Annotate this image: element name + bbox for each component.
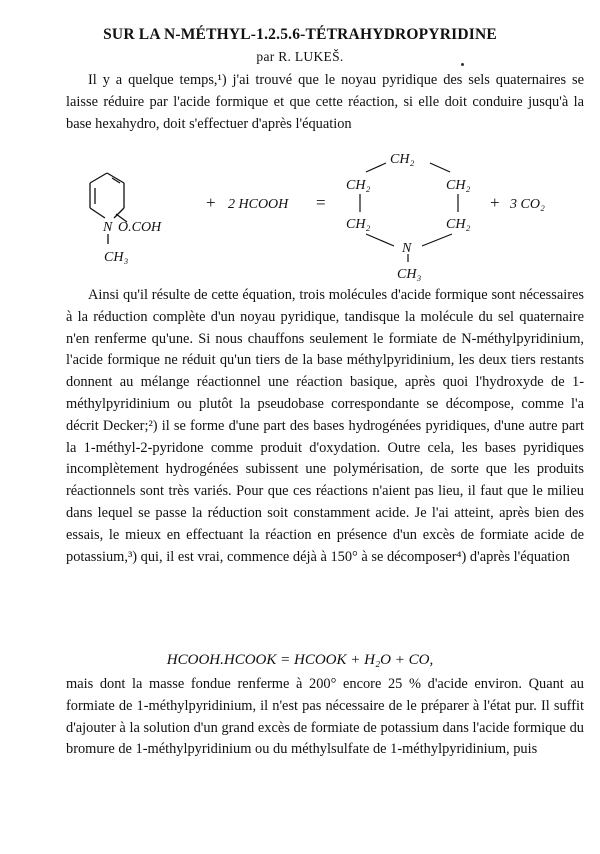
paragraph-continuation: mais dont la masse fondue renferme à 200° encore 25 % d'acide environ. Quant au formiate de 1-méthylpyridinium, il n'est pas nécessaire de le préparer à l'état pur. Il suffit d'ajouter à la solution d'un grand excès de formiate de potassium dans l'acide formique du bromure de 1-méthylpyridinium ou du méthylsulfate de 1-méthylpyridinium, puis (66, 676, 584, 758)
co2-product: 3 CO₂ (510, 197, 545, 212)
paragraph-main: Ainsi qu'il résulte de cette équation, trois molécules d'acide formique sont nécessaires à la réduction complète d'un noyau pyridique, tandisque la molécule du sel quaternaire n'en renferme qu'une. Si nous chauffons seulement le formiate de N-méthylpyridinium, l'acide formique ne réduit qu'un tiers de la base méthylpyridinium, les deux tiers restants donnent au mélange réactionnel une réaction basique, après quoi l'hydroxyde de 1-méthylpyridinium ou plutôt la pseudobase correspondante se décompose, comme l'a décrit Decker;²) il se forme d'une part des bases hydrogénées pyridiques, d'une autre part la 1-méthyl-2-pyridone comme produit d'oxydation. Outre cela, les bases pyridiques incomplètement hydrogénées subissent une polymérisation, de sorte que les produits réactionnels sont très variés. Pour que ces réactions n'aient pas lieu, il faut que le milieu dans lequel se passe la réduction soit constamment acide. Je l'ai atteint, après bien des essais, le mieux en effectuant la réaction en présence d'un excès de formiate acide de potassium,³) qui, il est vrai, commence déjà à 150° à se décomposer⁴) d'après l'équation (66, 287, 584, 565)
print-speck (461, 63, 464, 66)
author-line: par R. LUKEŠ. (256, 49, 344, 64)
paragraph-intro: Il y a quelque temps,¹) j'ai trouvé que le noyau pyridique des sels quaternaires se laisse réduire par l'acide formique et que cette réaction, si elle doit conduire jusqu'à la base hexahydro, doit s'effectuer d'après l'équation (66, 72, 584, 132)
ring-ch2-right-top: CH₂ (446, 178, 471, 193)
ring-bond (90, 173, 107, 183)
formic-acid-reagent: 2 HCOOH (228, 197, 289, 212)
ring-bond (430, 163, 450, 172)
ring-nitrogen: N (402, 241, 412, 256)
ring-bond (107, 173, 124, 183)
ring-ch2-top: CH₂ (390, 152, 415, 167)
reaction-scheme (0, 148, 600, 288)
left-methyl: CH₃ (104, 250, 129, 265)
plus-sign-2: + (490, 193, 500, 212)
article-title: SUR LA N-MÉTHYL-1.2.5.6-TÉTRAHYDROPYRIDINE (103, 26, 497, 43)
left-formate-group: O.COH (118, 220, 162, 235)
ring-ch2-right-bottom: CH₂ (446, 217, 471, 232)
ring-ch2-left-bottom: CH₂ (346, 217, 371, 232)
ring-bond (90, 208, 105, 218)
ring-methyl: CH₃ (397, 267, 422, 282)
ring-bond (366, 234, 394, 246)
decomposition-equation: HCOOH.HCOOK = HCOOK + H₂O + CO, (166, 652, 434, 668)
plus-sign-1: + (206, 193, 216, 212)
ring-ch2-left-top: CH₂ (346, 178, 371, 193)
ring-bond (422, 234, 452, 246)
equals-sign: = (316, 193, 326, 212)
left-nitrogen: N (103, 220, 113, 235)
ring-bond (366, 163, 386, 172)
